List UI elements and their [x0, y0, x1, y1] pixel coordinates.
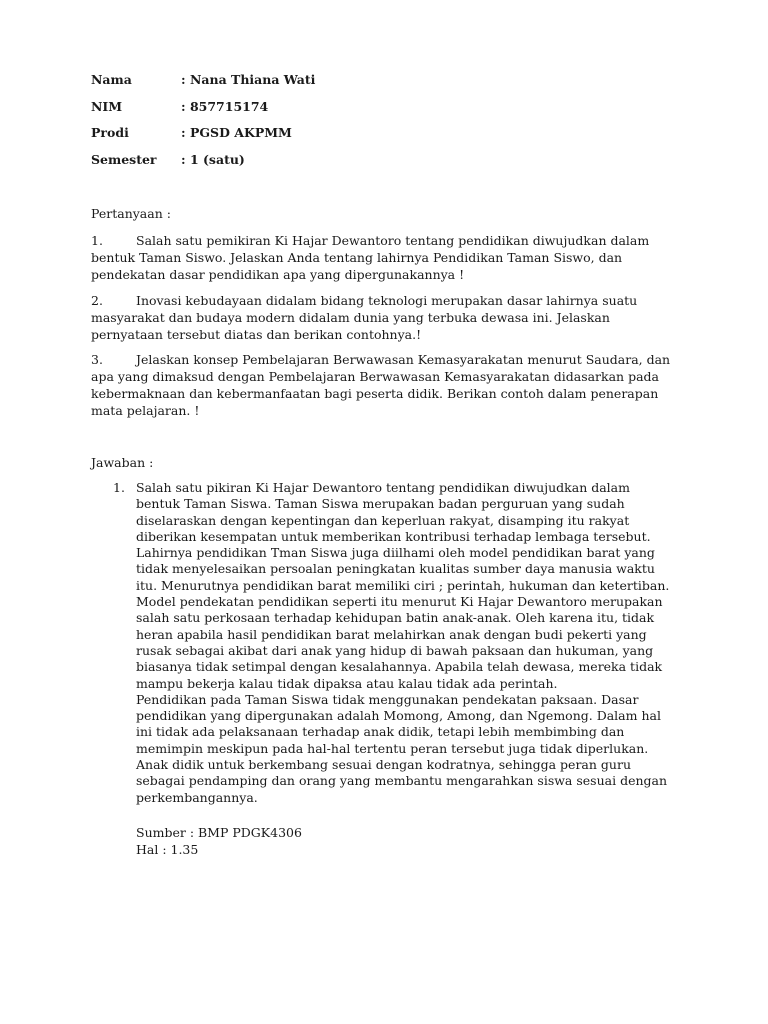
answer-text: Lahirnya pendidikan Tman Siswa juga diilhami oleh model pendidikan barat yang — [136, 545, 655, 561]
answer-text: salah satu perkosaan terhadap kehidupan batin anak-anak. Oleh karena itu, tidak — [136, 610, 655, 626]
identity-row-prodi — [91, 123, 691, 150]
answer-text: biasanya tidak setimpal dengan kesalahannya. Apabila telah dewasa, mereka tidak — [136, 659, 663, 675]
source-book: Sumber : BMP PDGK4306 — [136, 825, 302, 840]
answer-text: mampu bekerja kalau tidak dipaksa atau kalau tidak ada perintah. — [136, 675, 558, 691]
identity-row-nim — [91, 97, 691, 124]
question-number: 1. — [91, 233, 103, 248]
question-text: Inovasi kebudayaan didalam bidang teknologi merupakan dasar lahirnya suatu — [136, 293, 638, 308]
answer-line — [113, 594, 673, 610]
answer-line — [113, 627, 673, 643]
answer-text: tidak menyelesaikan persoalan peningkatan kualitas sumber daya manusia waktu — [136, 561, 655, 577]
answer-text: diberikan kesempatan untuk memberikan kontribusi terhadap lembaga tersebut. — [136, 528, 651, 544]
answer-text: itu. Menurutnya pendidikan barat memiliki ciri ; perintah, hukuman dan ketertiban. — [136, 577, 670, 593]
answer-text: perkembangannya. — [136, 789, 258, 805]
identity-label: Prodi — [91, 125, 129, 141]
answer-line — [113, 561, 673, 577]
student-identity — [91, 70, 691, 177]
identity-label: Semester — [91, 152, 157, 168]
question-line: pendekatan dasar pendidikan apa yang dipergunakannya ! — [91, 267, 465, 282]
identity-label: Nama — [91, 72, 132, 87]
answer-line — [113, 643, 673, 659]
answer-text: rusak sebagai akibat dari anak yang hidup di bawah paksaan dan hukuman, yang — [136, 642, 654, 658]
answer-line — [113, 708, 673, 724]
answer-text: memimpin meskipun pada hal-hal tertentu peran tersebut juga tidak diperlukan. — [136, 740, 649, 756]
answer-line — [113, 790, 673, 806]
answer-line — [113, 610, 673, 626]
answer-text: Salah satu pikiran Ki Hajar Dewantoro tentang pendidikan diwujudkan dalam — [136, 480, 630, 495]
question-3 — [91, 351, 681, 419]
source-reference — [136, 824, 302, 858]
answer-text: ini tidak ada pelaksanaan terhadap anak didik, tetapi lebih membimbing dan — [136, 724, 625, 740]
question-text: Jelaskan konsep Pembelajaran Berwawasan Kemasyarakatan menurut Saudara, dan — [136, 352, 671, 367]
answer-number: 1. — [113, 480, 125, 495]
questions-heading: Pertanyaan : — [91, 206, 171, 221]
question-line: mata pelajaran. ! — [91, 403, 200, 418]
question-1 — [91, 232, 681, 283]
question-line: masyarakat dan budaya modern didalam dunia yang terbuka dewasa ini. Jelaskan — [91, 310, 610, 325]
answer-line — [113, 529, 673, 545]
question-number: 3. — [91, 352, 103, 367]
answer-text: bentuk Taman Siswa. Taman Siswa merupakan badan perguruan yang sudah — [136, 496, 625, 512]
question-number: 2. — [91, 293, 103, 308]
question-line: pernyataan tersebut diatas dan berikan contohnya.! — [91, 327, 422, 342]
answer-line — [113, 757, 673, 773]
answer-text: diselaraskan dengan kepentingan dan keperluan rakyat, disamping itu rakyat — [136, 512, 630, 528]
question-line — [91, 232, 681, 249]
answer-text: Pendidikan pada Taman Siswa tidak menggunakan pendekatan paksaan. Dasar — [136, 691, 639, 707]
answer-text: sebagai pendamping dan orang yang membantu mengarahkan siswa sesuai dengan — [136, 773, 668, 789]
answer-text: heran apabila hasil pendidikan barat melahirkan anak dengan budi pekerti yang — [136, 626, 647, 642]
question-text: Salah satu pemikiran Ki Hajar Dewantoro tentang pendidikan diwujudkan dalam — [136, 233, 650, 248]
answer-text: Model pendekatan pendidikan seperti itu menurut Ki Hajar Dewantoro merupakan — [136, 594, 663, 610]
answer-text: Anak didik untuk berkembang sesuai dengan kodratnya, sehingga peran guru — [136, 757, 631, 773]
identity-row-name — [91, 70, 691, 97]
question-line — [91, 292, 681, 309]
answer-1 — [113, 480, 673, 806]
identity-value: : 857715174 — [181, 98, 269, 114]
answer-line — [113, 496, 673, 512]
answer-line — [113, 692, 673, 708]
answer-line — [113, 545, 673, 561]
question-line: kebermaknaan dan kebermanfaatan bagi peserta didik. Berikan contoh dalam penerapan — [91, 386, 659, 401]
identity-value: : 1 (satu) — [181, 152, 245, 168]
question-line — [91, 351, 681, 368]
identity-label: NIM — [91, 98, 123, 114]
identity-value: : Nana Thiana Wati — [181, 72, 316, 87]
answer-line — [113, 480, 673, 496]
source-page: Hal : 1.35 — [136, 842, 199, 857]
answer-line — [113, 741, 673, 757]
answer-line — [113, 676, 673, 692]
answer-line — [113, 578, 673, 594]
identity-value: : PGSD AKPMM — [181, 125, 292, 141]
answer-line — [113, 513, 673, 529]
question-2 — [91, 292, 681, 343]
question-line: apa yang dimaksud dengan Pembelajaran Berwawasan Kemasyarakatan didasarkan pada — [91, 369, 659, 384]
identity-row-semester — [91, 150, 691, 177]
answer-line — [113, 773, 673, 789]
answer-text: pendidikan yang dipergunakan adalah Momong, Among, dan Ngemong. Dalam hal — [136, 708, 661, 724]
question-line: bentuk Taman Siswo. Jelaskan Anda tentang lahirnya Pendidikan Taman Siswo, dan — [91, 250, 623, 265]
answers-heading: Jawaban : — [91, 455, 154, 470]
answer-line — [113, 659, 673, 675]
answer-line — [113, 724, 673, 740]
